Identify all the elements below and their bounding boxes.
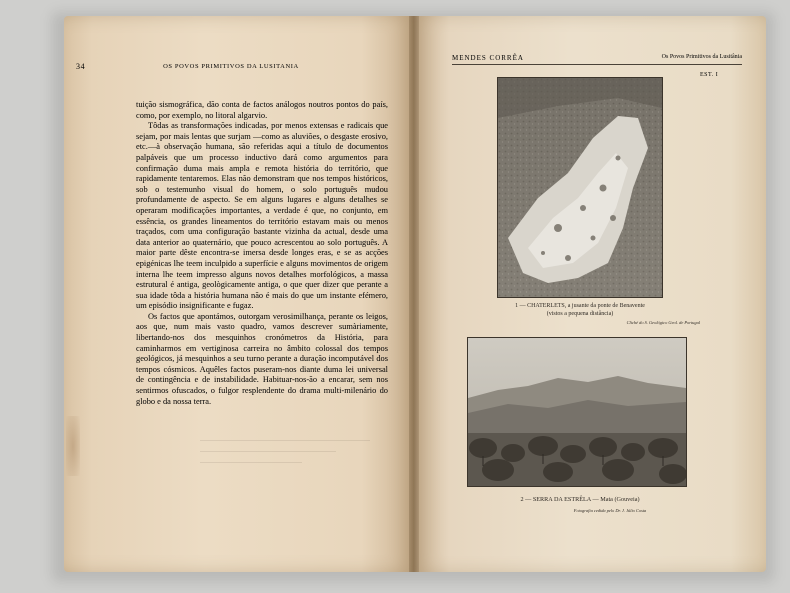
right-running-title: Os Povos Primitivos da Lusitânia — [661, 54, 742, 60]
plate1-caption-line2: (vistos a pequena distância) — [546, 311, 614, 317]
plate-photo-mountain-landscape — [467, 337, 687, 487]
running-author: MENDES CORRÊA — [452, 54, 524, 62]
plate-photo-rock-formation — [497, 77, 663, 298]
right-running-header — [452, 54, 742, 65]
page-number: 34 — [76, 62, 86, 71]
plate1-credit: Cliché do S. Geológico Geol. de Portugal — [626, 320, 700, 325]
body-text-column — [136, 100, 388, 407]
page-stain — [66, 416, 80, 476]
body-paragraph: Tôdas as transformações indicadas, por menos extensas e radicais que sejam, por mais lentas que surjam —como as aluviões, o desgaste erosivo, etc.—à observação humana, são referidas aqui a título de documentos palpáveis que um processo inductivo dará como argumentos para confirmação duma mais ampla e remota história do território, que rapidamente tentaremos. Elas não demonstram que nos tempos históricos, sob o testemunho visual do homem, o solo português mudou profundamente de aspecto. Se em alguns lugares e alguns detalhes se operaram modificações importantes, a verdade é que, no conjunto, em essência, os grandes lineamentos do território estavam mais ou menos traçados, com uma configuração bastante vizinha da actual, desde uma data anterior ao quaternário, que pouco acrescentou ao solo português. A maior parte dêste encontra-se imersa desde longes eras, e se as acções epigénicas lhe teem inculpido a superfície e alguns movimentos de origem interna lhe teem impresso alguns novos detalhes morfológicos, a massa estrutural é antiga, geològicamente antiga, o que quer dizer que perante a sua idade tôda a história humana não é mais do que um instante efémero, um episódio insignificante e fugaz. — [136, 121, 388, 311]
plate1-caption — [470, 302, 690, 318]
body-paragraph: Os factos que apontámos, outorgam verosimilhança, perante os leigos, aos que, num mais vasto quadro, vamos descrever sumàriamente, libertando-nos dos mesquinhos cronómetros da História, para caminharmos em vertiginosa carreira no âmbito colossal dos tempos geológicos, já mesquinhos a seu turno perante a duração incomputável dos tempos cósmicos. Aquêles factos puseram-nos diante duma lei universal de contingência e de instabilidade. Habituar-nos-ão a encarar, sem nos sentirmos ofuscados, o fulgor resplendente do drama multi-milenário do globo e da nossa terra. — [136, 311, 388, 406]
plate1-caption-line1: 1 — CHATERLETS, a jusante da ponte de Benavente — [515, 303, 645, 309]
plate2-caption: 2 — SERRA DA ESTRÊLA — Mata (Gouveia) — [520, 496, 640, 503]
book-gutter — [409, 16, 419, 572]
body-paragraph: tuição sismográfica, dão conta de factos análogos noutros pontos do país, como, por exemplo, no litoral algarvio. — [136, 100, 388, 120]
plate2-credit: Fotografia cedida pelo Dr. J. Júlio Costa — [573, 508, 647, 513]
left-running-title: OS POVOS PRIMITIVOS DA LUSITANIA — [163, 63, 299, 70]
show-through-text — [200, 440, 370, 467]
plate-label: EST. I — [700, 72, 719, 78]
